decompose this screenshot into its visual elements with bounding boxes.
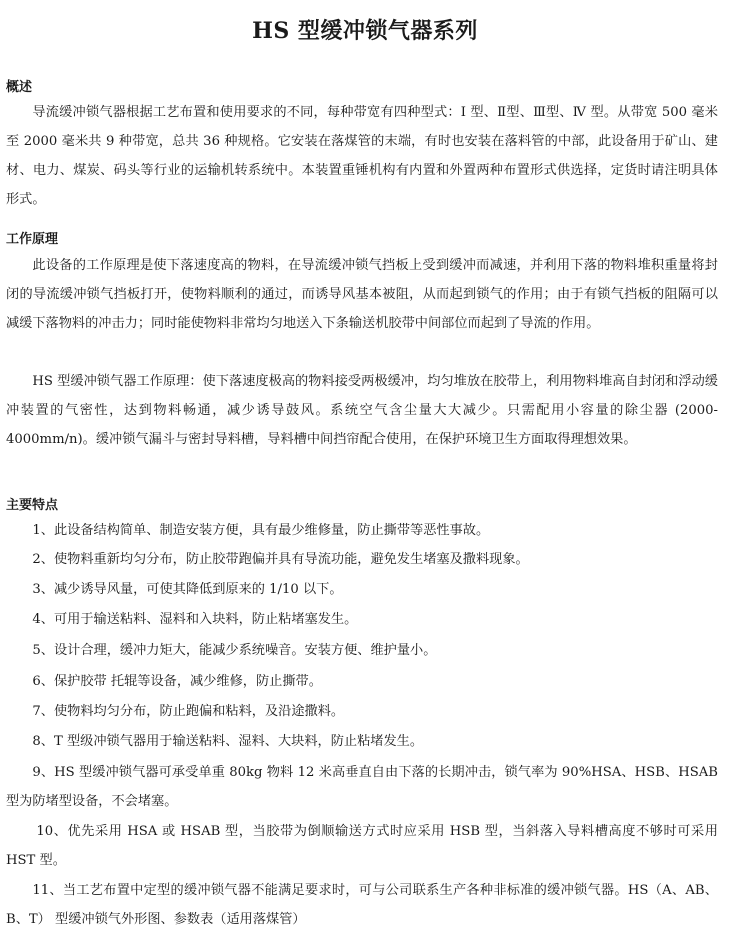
features-heading: 主要特点 (6, 498, 59, 513)
overview-paragraph: 导流缓冲锁气器根据工艺布置和使用要求的不同，每种带宽有四种型式：I 型、Ⅱ型、Ⅲ型、Ⅳ 型。从带宽 500 毫米至 2000 毫米共 9 种带宽，总共 36 种规格。它安装在落煤管的末端，有时也安装在落料管的中部，此设备用于矿山、建材、电力、煤炭、码头等行业的运输机转系统中。本装置重锤机构有内置和外置两种布置形式供选择，定货时请注明具体形式。 (6, 105, 718, 207)
overview-heading: 概述 (6, 80, 33, 95)
page-title: HS 型缓冲锁气器系列 (252, 18, 478, 44)
feature-item-10: 10、优先采用 HSA 或 HSAB 型，当胶带为倒顺输送方式时应采用 HSB 型，当斜落入导料槽高度不够时可采用 HST 型。 (6, 824, 718, 868)
feature-item-11: 11、当工艺布置中定型的缓冲锁气器不能满足要求时，可与公司联系生产各种非标准的缓冲锁气器。HS（A、AB、B、T） 型缓冲锁气外形图、参数表（适用落煤管） (6, 883, 718, 927)
feature-item-6: 6、保护胶带 托辊等设备，减少维修，防止撕带。 (32, 674, 322, 689)
feature-item-4: 4、可用于输送粘料、湿料和入块料，防止粘堵塞发生。 (32, 612, 358, 627)
principle-paragraph-2: HS 型缓冲锁气器工作原理：使下落速度极高的物料接受两极缓冲，均匀堆放在胶带上，利用物料堆高自封闭和浮动缓冲装置的气密性，达到物料畅通，减少诱导鼓风。系统空气含尘量大大减少。只需配用小容量的除尘器 (2000-4000mm/n)。缓冲锁气漏斗与密封导料槽，导料槽中间挡帘配合使用，在保护环境卫生方面取得理想效果。 (6, 374, 718, 447)
principle-paragraph-1: 此设备的工作原理是使下落速度高的物料，在导流缓冲锁气挡板上受到缓冲而减速，并利用下落的物料堆积重量将封闭的导流缓冲锁气挡板打开，使物料顺利的通过，而诱导风基本被阻，从而起到锁气的作用；由于有锁气挡板的阻隔可以减缓下落物料的冲击力；同时能使物料非常均匀地送入下条输送机胶带中间部位而起到了导流的作用。 (6, 258, 718, 331)
feature-item-1: 1、此设备结构简单、制造安装方便，具有最少维修量，防止撕带等恶性事故。 (32, 523, 490, 538)
feature-item-8: 8、T 型级冲锁气器用于输送粘料、湿料、大块料，防止粘堵发生。 (32, 734, 424, 749)
feature-item-5: 5、设计合理，缓冲力矩大，能减少系统噪音。安装方便、维护量小。 (32, 643, 437, 658)
feature-item-7: 7、使物料均匀分布，防止跑偏和粘料，及沿途撒料。 (32, 704, 345, 719)
feature-item-9: 9、HS 型缓冲锁气器可承受单重 80kg 物料 12 米高垂直自由下落的长期冲击，锁气率为 90%HSA、HSB、HSAB 型为防堵型设备，不会堵塞。 (6, 765, 718, 809)
principle-heading: 工作原理 (6, 232, 59, 247)
feature-item-2: 2、使物料重新均匀分布，防止胶带跑偏并具有导流功能，避免发生堵塞及撒料现象。 (32, 552, 529, 567)
feature-item-3: 3、减少诱导风量，可使其降低到原来的 1/10 以下。 (32, 582, 343, 597)
